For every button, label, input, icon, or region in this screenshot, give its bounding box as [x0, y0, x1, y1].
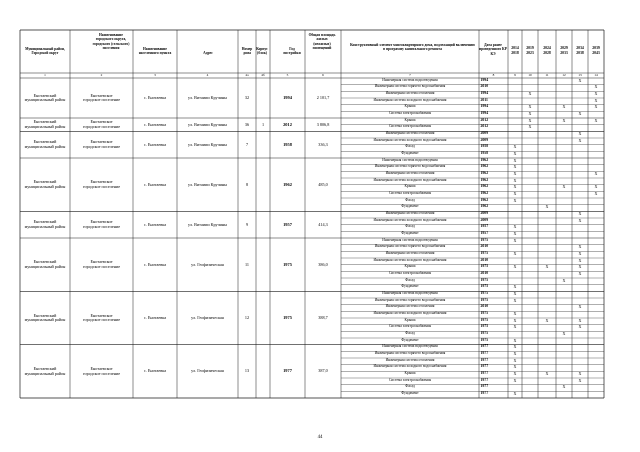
element-date: 1962	[480, 184, 489, 189]
house-district: Енотаевский	[33, 312, 57, 318]
house-settlement: городское поселение	[82, 370, 121, 376]
period-mark: X	[562, 104, 566, 110]
element-name: Фасад	[405, 197, 415, 202]
element-date: 1977	[480, 371, 489, 376]
house-number: 8	[245, 181, 249, 187]
element-name: Инженерная система отопления	[385, 211, 435, 216]
column-number: 14	[594, 72, 598, 77]
period-mark: X	[545, 370, 549, 376]
period-mark: X	[528, 117, 532, 123]
element-name: Инженерная система отопления	[385, 131, 435, 136]
element-name: Инженерная система водоотведения	[382, 157, 438, 162]
element-name: Система электроснабжения	[388, 124, 432, 129]
element-name: Инженерная система отопления	[385, 304, 435, 309]
house-settlement: городское поселение	[82, 124, 121, 130]
house-street: ул. Геофизическая	[191, 261, 224, 267]
element-date: 1975	[480, 251, 489, 256]
period-mark: X	[562, 184, 566, 190]
period-mark: X	[513, 184, 517, 190]
house-street: ул. Витаиии Кручины	[188, 95, 227, 100]
period-mark: X	[594, 84, 598, 90]
house-area: 485,0	[318, 181, 328, 187]
element-date: 1975	[480, 331, 489, 336]
house-year: 1975	[283, 315, 292, 320]
element-name: Крыша	[404, 264, 416, 269]
column-number: 4	[206, 72, 209, 77]
house-settlement: Енотаевское	[90, 259, 113, 265]
house-number: 12	[244, 315, 250, 320]
house-year: 2012	[283, 121, 292, 127]
header-korpus: Корпус (блок)	[256, 47, 268, 56]
element-name: Фасад	[405, 384, 415, 389]
element-date: 1977	[480, 351, 489, 356]
element-name: Фундамент	[401, 391, 419, 396]
element-name: Фундамент	[401, 337, 419, 342]
house-street: ул. Витаиии Кручины	[188, 141, 227, 147]
period-mark: X	[578, 257, 582, 263]
period-header-start: 2034	[576, 46, 584, 50]
element-name: Инженерная система водоотведения	[382, 77, 438, 82]
element-name: Инженерная система отопления	[385, 251, 435, 256]
element-date: 1962	[480, 164, 489, 169]
column-number: 8	[492, 72, 495, 77]
element-date: 2009	[480, 217, 489, 222]
header-municipality: Муниципальный район, Городской округ	[25, 47, 65, 56]
house-locality: с. Енотаевка	[143, 261, 167, 267]
period-mark: X	[594, 170, 598, 176]
period-mark: X	[513, 224, 517, 230]
element-date: 1994	[480, 104, 489, 109]
element-name: Инженерная система отопления	[385, 91, 435, 96]
house-number: 7	[245, 141, 249, 147]
period-mark: X	[513, 190, 517, 196]
period-mark: X	[513, 297, 517, 303]
element-name: Инженерная система холодного водоснабжения	[373, 177, 447, 182]
period-mark: X	[578, 110, 582, 116]
period-mark: X	[513, 317, 517, 323]
element-date: 2009	[480, 137, 489, 142]
element-date: 1975	[480, 277, 489, 282]
element-name: Инженерная система отопления	[385, 171, 435, 176]
house-district: Енотаевский	[33, 139, 57, 145]
period-mark: X	[578, 250, 582, 256]
column-number: 1	[44, 72, 46, 77]
house-district: муниципальный район	[24, 370, 66, 376]
page-number: 44	[317, 435, 323, 440]
element-name: Инженерная система холодного водоснабжения	[373, 311, 447, 316]
period-mark: X	[513, 197, 517, 203]
element-name: Крыша	[404, 371, 416, 376]
column-number: 13	[578, 72, 582, 77]
period-mark: X	[578, 77, 582, 83]
element-date: 2009	[480, 131, 489, 136]
house-locality: с. Енотаевка	[143, 221, 167, 227]
element-date: 2012	[480, 124, 489, 129]
element-name: Система электроснабжения	[388, 271, 432, 276]
period-mark: X	[594, 104, 598, 110]
house-locality: с. Енотаевка	[143, 141, 167, 147]
element-name: Фундамент	[401, 231, 419, 236]
house-district: Енотаевский	[33, 219, 57, 225]
element-name: Фасад	[405, 144, 415, 149]
element-name: Фундамент	[401, 151, 419, 156]
element-date: 2010	[480, 84, 489, 89]
element-name: Инженерная система холодного водоснабжения	[373, 217, 447, 222]
house-area: 386,0	[318, 261, 328, 267]
house-area: 336,3	[318, 141, 328, 147]
house-street: ул. Витаиии Кручины	[188, 181, 227, 187]
period-mark: X	[562, 117, 566, 123]
period-mark: X	[513, 250, 517, 256]
period-mark: X	[513, 150, 517, 156]
period-mark: X	[545, 317, 549, 323]
element-name: Инженерная система водоотведения	[382, 344, 438, 349]
house-settlement: городское поселение	[82, 144, 121, 150]
period-mark: X	[513, 144, 517, 150]
period-mark: X	[528, 104, 532, 110]
house-district: муниципальный район	[24, 124, 66, 130]
column-number: 4а	[245, 72, 249, 77]
period-mark: X	[578, 217, 582, 223]
period-mark: X	[513, 310, 517, 316]
house-settlement: городское поселение	[82, 224, 121, 230]
period-mark: X	[513, 364, 517, 370]
element-date: 1958	[480, 144, 489, 149]
period-mark: X	[578, 130, 582, 136]
period-header-start: 2024	[543, 46, 551, 50]
period-mark: X	[578, 210, 582, 216]
period-mark: X	[528, 90, 532, 96]
element-date: 1962	[480, 197, 489, 202]
period-header-end: 2018	[511, 51, 519, 55]
element-date: 2010	[480, 271, 489, 276]
header-house-no: Номер дома	[241, 47, 253, 56]
house-district: муниципальный район	[24, 224, 66, 230]
element-date: 1962	[480, 204, 489, 209]
house-settlement: Енотаевское	[90, 219, 113, 225]
period-mark: X	[578, 137, 582, 143]
period-mark: X	[513, 237, 517, 243]
period-header-end: 2043	[592, 51, 600, 55]
house-district: Енотаевский	[33, 119, 57, 125]
element-date: 1957	[480, 224, 489, 229]
element-date: 1962	[480, 191, 489, 196]
element-name: Инженерная система холодного водоснабжения	[373, 137, 447, 142]
element-date: 2012	[480, 117, 489, 122]
element-name: Инженерная система холодного водоснабжения	[373, 97, 447, 102]
period-mark: X	[513, 170, 517, 176]
house-settlement: Енотаевское	[90, 366, 113, 372]
element-name: Инженерная система отопления	[385, 357, 435, 362]
column-number: 3	[154, 72, 156, 77]
house-number: 13	[244, 368, 250, 374]
house-district: муниципальный район	[24, 144, 66, 150]
element-date: 1975	[480, 237, 489, 242]
period-mark: X	[594, 117, 598, 123]
house-district: Енотаевский	[33, 259, 57, 265]
period-header-start: 2039	[592, 46, 600, 50]
element-date: 1975	[480, 311, 489, 316]
header-address: Адрес	[203, 51, 213, 55]
period-mark: X	[513, 164, 517, 170]
period-mark: X	[594, 184, 598, 190]
house-settlement: Енотаевское	[90, 179, 113, 185]
period-header-end: 2038	[576, 51, 584, 55]
house-korpus: 1	[261, 121, 265, 127]
period-mark: X	[578, 324, 582, 330]
element-date: 1994	[480, 91, 489, 96]
header-settlement: Наименование городского округа, городского (сельского) поселения	[92, 33, 130, 50]
element-date: 2011	[480, 97, 488, 102]
element-name: Система электроснабжения	[388, 324, 432, 329]
period-mark: X	[562, 384, 566, 390]
house-settlement: Енотаевское	[90, 139, 113, 145]
element-name: Система электроснабжения	[388, 377, 432, 382]
house-year: 1957	[283, 221, 292, 227]
element-name: Инженерная система водоотведения	[382, 237, 438, 242]
house-number: 36	[244, 121, 250, 127]
element-date: 1975	[480, 324, 489, 329]
period-mark: X	[578, 270, 582, 276]
element-date: 1962	[480, 177, 489, 182]
element-date: 1957	[480, 231, 489, 236]
element-date: 1977	[480, 344, 489, 349]
header-year-built: Год постройки	[283, 47, 301, 56]
element-name: Инженерная система горячего водоснабжения	[374, 297, 446, 302]
element-date: 1977	[480, 377, 489, 382]
period-mark: X	[528, 124, 532, 130]
house-street: ул. Геофизическая	[191, 315, 224, 320]
house-district: Енотаевский	[33, 92, 57, 98]
element-name: Фасад	[405, 331, 415, 336]
element-name: Инженерная система горячего водоснабжения	[374, 351, 446, 356]
element-name: Крыша	[404, 104, 416, 109]
period-mark: X	[513, 344, 517, 350]
house-settlement: городское поселение	[82, 264, 121, 270]
element-date: 2010	[480, 257, 489, 262]
house-settlement: Енотаевское	[90, 92, 113, 98]
period-mark: X	[513, 324, 517, 330]
house-settlement: городское поселение	[82, 184, 121, 190]
element-date: 1962	[480, 171, 489, 176]
period-mark: X	[578, 377, 582, 383]
element-name: Инженерная система горячего водоснабжения	[374, 244, 446, 249]
house-district: Енотаевский	[33, 366, 57, 372]
house-locality: с. Енотаевка	[143, 368, 167, 374]
house-locality: с. Енотаевка	[143, 315, 167, 320]
house-year: 1994	[283, 95, 292, 100]
element-date: 1977	[480, 364, 489, 369]
element-name: Фундамент	[401, 284, 419, 289]
period-mark: X	[513, 350, 517, 356]
house-area: 3 806,8	[316, 121, 330, 127]
element-date: 2010	[480, 304, 489, 309]
period-mark: X	[513, 290, 517, 296]
element-date: 1977	[480, 391, 489, 396]
house-district: муниципальный район	[24, 97, 66, 103]
period-mark: X	[578, 244, 582, 250]
house-street: ул. Витаиии Кручины	[188, 221, 227, 227]
element-name: Инженерная система горячего водоснабжения	[374, 164, 446, 169]
house-locality: с. Енотаевка	[143, 95, 167, 100]
column-number: 9	[514, 72, 516, 77]
element-date: 1975	[480, 291, 489, 296]
period-mark: X	[594, 190, 598, 196]
period-mark: X	[513, 157, 517, 163]
house-settlement: Енотаевское	[90, 119, 113, 125]
period-mark: X	[545, 264, 549, 270]
column-number: 6	[322, 72, 324, 77]
period-mark: X	[513, 337, 517, 343]
period-mark: X	[545, 204, 549, 210]
period-mark: X	[513, 230, 517, 236]
element-date: 1994	[480, 77, 489, 82]
period-mark: X	[513, 377, 517, 383]
house-number: 11	[244, 261, 250, 267]
period-mark: X	[528, 110, 532, 116]
period-mark: X	[578, 304, 582, 310]
column-number: 11	[545, 72, 549, 77]
element-date: 1975	[480, 337, 489, 342]
column-number: 4б	[261, 72, 265, 77]
element-name: Крыша	[404, 317, 416, 322]
house-settlement: городское поселение	[82, 97, 121, 103]
period-header-end: 2023	[526, 51, 534, 55]
house-locality: с. Енотаевка	[143, 121, 167, 127]
house-district: муниципальный район	[24, 317, 66, 323]
period-header-start: 2029	[560, 46, 568, 50]
period-mark: X	[578, 317, 582, 323]
house-area: 2 101,7	[316, 95, 330, 100]
column-number: 5	[286, 72, 289, 77]
house-number: 9	[245, 221, 249, 227]
house-locality: с. Енотаевка	[143, 181, 167, 187]
house-settlement: городское поселение	[82, 317, 121, 323]
element-date: 1977	[480, 357, 489, 362]
period-mark: X	[513, 284, 517, 290]
house-area: 387,0	[318, 368, 328, 374]
house-area: 388,7	[318, 315, 328, 320]
element-name: Фундамент	[401, 204, 419, 209]
header-element: Конструктивный элемент многоквартирного дома, подлежащий включению в программу капитального ремонта	[350, 43, 475, 52]
element-date: 1977	[480, 384, 489, 389]
period-mark: X	[513, 370, 517, 376]
period-header-end: 2033	[560, 51, 568, 55]
column-number: 12	[562, 72, 566, 77]
period-mark: X	[562, 330, 566, 336]
element-date: 1975	[480, 297, 489, 302]
element-name: Система электроснабжения	[388, 191, 432, 196]
period-mark: X	[578, 370, 582, 376]
period-header-end: 2028	[543, 51, 551, 55]
column-number: 2	[100, 72, 103, 77]
element-name: Инженерная система холодного водоснабжения	[373, 364, 447, 369]
house-district: муниципальный район	[24, 184, 66, 190]
column-number: 7	[409, 72, 411, 77]
element-name: Система электроснабжения	[388, 111, 432, 116]
element-name: Крыша	[404, 117, 416, 122]
element-date: 1962	[480, 157, 489, 162]
header-area: Общая площадь жилых (нежилых) помещений	[308, 33, 336, 50]
element-name: Фасад	[405, 277, 415, 282]
header-locality: Наименование населенного пункта	[138, 47, 172, 56]
house-street: ул. Витаиии Кручины	[188, 121, 227, 127]
house-year: 1975	[283, 261, 292, 267]
house-district: муниципальный район	[24, 264, 66, 270]
element-date: 1975	[480, 317, 489, 322]
element-name: Фасад	[405, 224, 415, 229]
period-mark: X	[578, 264, 582, 270]
period-mark: X	[513, 177, 517, 183]
period-header-start: 2014	[511, 46, 519, 50]
element-date: 1975	[480, 284, 489, 289]
house-year: 1977	[283, 368, 292, 374]
header-date-included: Дата ранее проведенного КР КЭ	[479, 43, 507, 56]
house-street: ул. Геофизическая	[191, 368, 224, 374]
period-mark: X	[562, 277, 566, 283]
house-number: 32	[244, 95, 250, 100]
period-mark: X	[513, 390, 517, 396]
element-date: 1958	[480, 151, 489, 156]
element-date: 2010	[480, 244, 489, 249]
period-mark: X	[594, 90, 598, 96]
element-name: Инженерная система холодного водоснабжения	[373, 257, 447, 262]
element-date: 2009	[480, 211, 489, 216]
period-mark: X	[513, 264, 517, 270]
period-mark: X	[513, 357, 517, 363]
element-date: 1994	[480, 111, 489, 116]
house-area: 414,3	[318, 221, 328, 227]
element-name: Инженерная система водоотведения	[382, 291, 438, 296]
period-mark: X	[594, 97, 598, 103]
period-header-start: 2019	[526, 46, 534, 50]
house-year: 1962	[283, 181, 292, 187]
house-settlement: Енотаевское	[90, 312, 113, 318]
house-district: Енотаевский	[33, 179, 57, 185]
element-name: Инженерная система горячего водоснабжения	[374, 84, 446, 89]
house-year: 1958	[283, 141, 292, 147]
column-number: 10	[528, 72, 532, 77]
element-name: Крыша	[404, 184, 416, 189]
element-date: 1975	[480, 264, 489, 269]
